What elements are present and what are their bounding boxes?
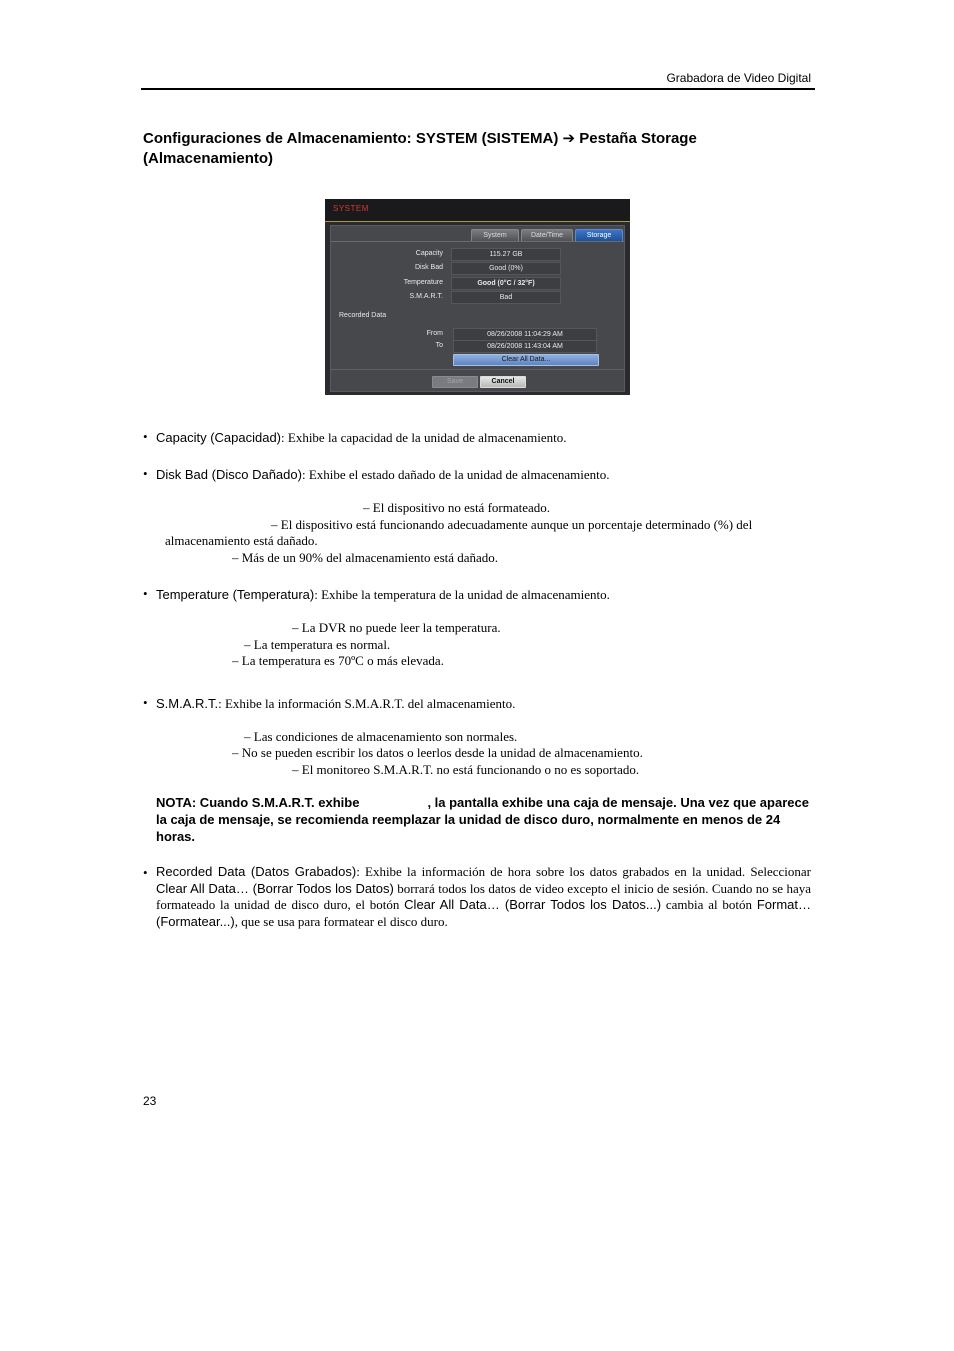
capacity-value: 115.27 GB — [451, 248, 561, 261]
smart-term: S.M.A.R.T. — [156, 696, 219, 711]
smart-line-3: – El monitoreo S.M.A.R.T. no está funcionando o no es soportado. — [292, 762, 640, 777]
note-part-1: NOTA: Cuando S.M.A.R.T. exhibe — [156, 795, 360, 810]
disk-bad-item — [156, 466, 610, 483]
section-title-text: Configuraciones de Almacenamiento: SYSTEM (SISTEMA) — [143, 130, 559, 147]
smart-value: Bad — [451, 291, 561, 304]
to-label: To — [435, 342, 443, 349]
disk-bad-line-2b: almacenamiento está dañado. — [165, 533, 318, 548]
smart-item — [156, 695, 515, 712]
temperature-value: Good (0°C / 32°F) — [451, 277, 561, 290]
bullet-icon: • — [143, 586, 148, 601]
section-title — [143, 128, 783, 169]
note-part-2: , la pantalla exhibe una caja de mensaje. Una vez que aparece la caja de mensaje, se recomienda reemplazar la unidad de disco duro, normalmente en menos de 24 horas. — [156, 795, 809, 844]
capacity-label: Capacity — [415, 250, 443, 257]
dvr-panel — [330, 225, 625, 392]
capacity-term: Capacity (Capacidad) — [156, 430, 282, 445]
capacity-item — [156, 429, 567, 446]
recorded-text-1: : Exhibe la información de hora sobre los datos grabados en la unidad. Seleccionar — [356, 864, 811, 879]
disk-bad-line-2: – El dispositivo está funcionando adecuadamente aunque un porcentaje determinado (%) del — [271, 517, 753, 532]
dvr-storage-screenshot — [325, 199, 630, 395]
temperature-label: Temperature — [403, 279, 443, 286]
tab-date-time[interactable]: Date/Time — [521, 229, 573, 242]
bullet-icon: • — [143, 466, 148, 481]
recorded-data-label: Recorded Data — [339, 312, 387, 319]
page-number: 23 — [143, 1094, 157, 1108]
from-value: 08/26/2008 11:04:29 AM — [453, 328, 597, 341]
recorded-bold-2: Clear All Data… (Borrar Todos los Datos...) — [404, 897, 662, 913]
recorded-text-3: cambia al botón — [661, 897, 757, 913]
running-header: Grabadora de Video Digital — [666, 71, 811, 85]
temperature-line-3: – La temperatura es 70ºC o más elevada. — [232, 653, 444, 668]
clear-all-data-button[interactable]: Clear All Data... — [453, 354, 599, 366]
dvr-window-title: SYSTEM — [333, 204, 369, 213]
bullet-icon: • — [143, 695, 148, 710]
to-value: 08/26/2008 11:43:04 AM — [453, 340, 597, 353]
recorded-text-4: , que se usa para formatear el disco duro. — [234, 914, 448, 930]
capacity-desc: : Exhibe la capacidad de la unidad de almacenamiento. — [281, 430, 567, 445]
temperature-item — [156, 586, 610, 603]
disk-bad-label: Disk Bad — [414, 264, 443, 271]
disk-bad-line-3: – Más de un 90% del almacenamiento está dañado. — [232, 550, 499, 565]
save-button[interactable]: Save — [432, 376, 478, 388]
temperature-term: Temperature (Temperatura) — [156, 587, 315, 602]
tab-system[interactable]: System — [471, 229, 519, 242]
footer-divider — [331, 369, 624, 370]
smart-line-1: – Las condiciones de almacenamiento son normales. — [244, 729, 518, 744]
smart-line-2: – No se pueden escribir los datos o leerlos desde la unidad de almacenamiento. — [232, 745, 643, 760]
bullet-icon: • — [143, 865, 148, 880]
bullet-icon: • — [143, 429, 148, 444]
section-title-text2: Pestaña Storage — [579, 130, 697, 147]
disk-bad-line-1: – El dispositivo no está formateado. — [363, 500, 551, 515]
note-block — [156, 794, 811, 845]
temperature-line-1: – La DVR no puede leer la temperatura. — [292, 620, 501, 635]
smart-label: S.M.A.R.T. — [409, 293, 443, 300]
temperature-line-2: – La temperatura es normal. — [244, 637, 391, 652]
disk-bad-value: Good (0%) — [451, 262, 561, 275]
disk-bad-desc: : Exhibe el estado dañado de la unidad de almacenamiento. — [301, 467, 610, 482]
arrow-right-icon: ➔ — [562, 129, 576, 147]
cancel-button[interactable]: Cancel — [480, 376, 526, 388]
recorded-bold-3: Format… (Formatear...) — [156, 897, 811, 930]
tab-divider — [331, 241, 624, 242]
recorded-text-2: borrará todos los datos de video excepto el inicio de sesión. Cuando no se haya formateado la unidad de disco duro, el botón — [156, 880, 811, 913]
recorded-term: Recorded Data (Datos Grabados) — [156, 864, 357, 879]
recorded-data-item — [156, 864, 811, 931]
temperature-desc: : Exhibe la temperatura de la unidad de almacenamiento. — [314, 587, 610, 602]
disk-bad-term: Disk Bad (Disco Dañado) — [156, 467, 302, 482]
header-rule — [141, 88, 815, 90]
dvr-title-bar — [325, 199, 630, 222]
section-title-text3: (Almacenamiento) — [143, 150, 274, 167]
smart-desc: : Exhibe la información S.M.A.R.T. del almacenamiento. — [218, 696, 516, 711]
from-label: From — [426, 330, 443, 337]
tab-storage[interactable]: Storage — [575, 229, 623, 242]
recorded-bold-1: Clear All Data… (Borrar Todos los Datos) — [156, 880, 394, 896]
